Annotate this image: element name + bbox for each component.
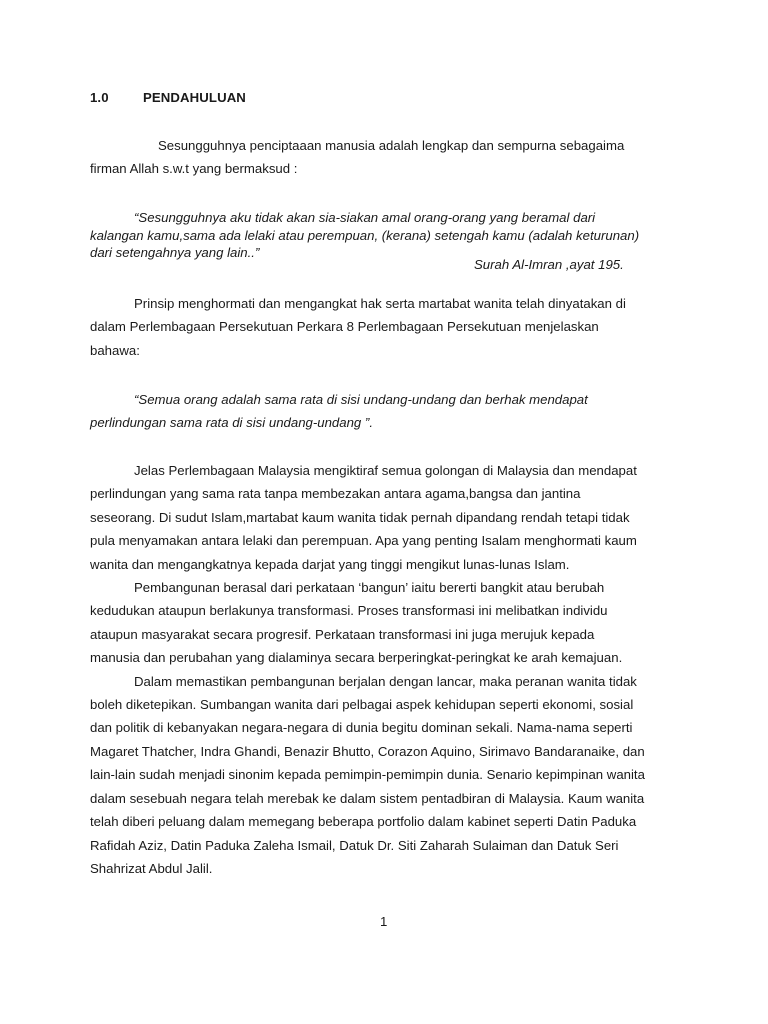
- quran-quote: [90, 209, 690, 262]
- body-line: dalam sesebuah negara telah merebak ke dalam sistem pentadbiran di Malaysia. Kaum wanita: [90, 790, 645, 806]
- principle-paragraph: [90, 292, 670, 362]
- body-text: [90, 459, 670, 880]
- body-line: wanita dan mengangkatnya kepada darjat yang tinggi mengikut lunas-lunas Islam.: [90, 556, 570, 572]
- body-line: ataupun masyarakat secara progresif. Perkataan transformasi ini juga merujuk kepada: [90, 626, 595, 642]
- body-line: manusia dan perubahan yang dialaminya secara berperingkat-peringkat ke arah kemajuan.: [90, 650, 623, 666]
- quote-line: “Semua orang adalah sama rata di sisi undang-undang dan berhak mendapat: [134, 392, 588, 407]
- body-line: perlindungan yang sama rata tanpa membezakan antara agama,bangsa dan jantina: [90, 486, 581, 502]
- quote-line: dari setengahnya yang lain..”: [90, 245, 260, 260]
- section-number: 1.0: [90, 90, 109, 105]
- body-line: Dalam memastikan pembangunan berjalan dengan lancar, maka peranan wanita tidak: [134, 673, 637, 689]
- body-line: Pembangunan berasal dari perkataan ‘bangun’ iaitu bererti bangkit atau berubah: [134, 580, 605, 596]
- paragraph-line: Prinsip menghormati dan mengangkat hak serta martabat wanita telah dinyatakan di: [134, 296, 626, 311]
- paragraph-line: bahawa:: [90, 342, 140, 358]
- section-heading: [90, 90, 246, 105]
- section-title: PENDAHULUAN: [143, 90, 246, 105]
- body-line: Jelas Perlembagaan Malaysia mengiktiraf semua golongan di Malaysia dan mendapat: [134, 463, 637, 478]
- quote-line: kalangan kamu,sama ada lelaki atau perempuan, (kerana) setengah kamu (adalah keturunan): [90, 227, 640, 243]
- intro-line: firman Allah s.w.t yang bermaksud :: [90, 161, 298, 177]
- body-line: lain-lain sudah menjadi sinonim kepada pemimpin-pemimpin dunia. Senario kepimpinan wanita: [90, 767, 645, 783]
- intro-paragraph: [90, 134, 670, 181]
- paragraph-line: dalam Perlembagaan Persekutuan Perkara 8 Perlembagaan Persekutuan menjelaskan: [90, 319, 599, 335]
- quote-line: “Sesungguhnya aku tidak akan sia-siakan amal orang-orang yang beramal dari: [134, 210, 596, 225]
- body-line: telah diberi peluang dalam memegang beberapa portfolio dalam kabinet seperti Datin Paduka: [90, 814, 637, 830]
- quote-source: Surah Al-Imran ,ayat 195.: [474, 257, 624, 272]
- body-line: Rafidah Aziz, Datin Paduka Zaleha Ismail, Datuk Dr. Siti Zaharah Sulaiman dan Datuk Seri: [90, 837, 619, 853]
- body-line: kedudukan ataupun berlakunya transformasi. Proses transformasi ini melibatkan individu: [90, 603, 608, 619]
- body-line: pula menyamakan antara lelaki dan perempuan. Apa yang penting Isalam menghormati kaum: [90, 533, 637, 549]
- body-line: Shahrizat Abdul Jalil.: [90, 860, 213, 876]
- intro-line: Sesungguhnya penciptaaan manusia adalah lengkap dan sempurna sebagaima: [158, 138, 625, 153]
- quote-line: perlindungan sama rata di sisi undang-undang ”.: [90, 415, 373, 430]
- body-line: boleh diketepikan. Sumbangan wanita dari pelbagai aspek kehidupan seperti ekonomi, sosial: [90, 697, 634, 713]
- body-line: seseorang. Di sudut Islam,martabat kaum wanita tidak pernah dipandang rendah tetapi tidak: [90, 509, 630, 525]
- constitution-quote: [90, 388, 690, 434]
- body-line: dan politik di kebanyakan negara-negara di dunia begitu dominan sekali. Nama-nama seperti: [90, 720, 633, 736]
- body-line: Magaret Thatcher, Indra Ghandi, Benazir Bhutto, Corazon Aquino, Sirimavo Bandaranaike, dan: [90, 743, 645, 759]
- page-number: 1: [380, 914, 388, 929]
